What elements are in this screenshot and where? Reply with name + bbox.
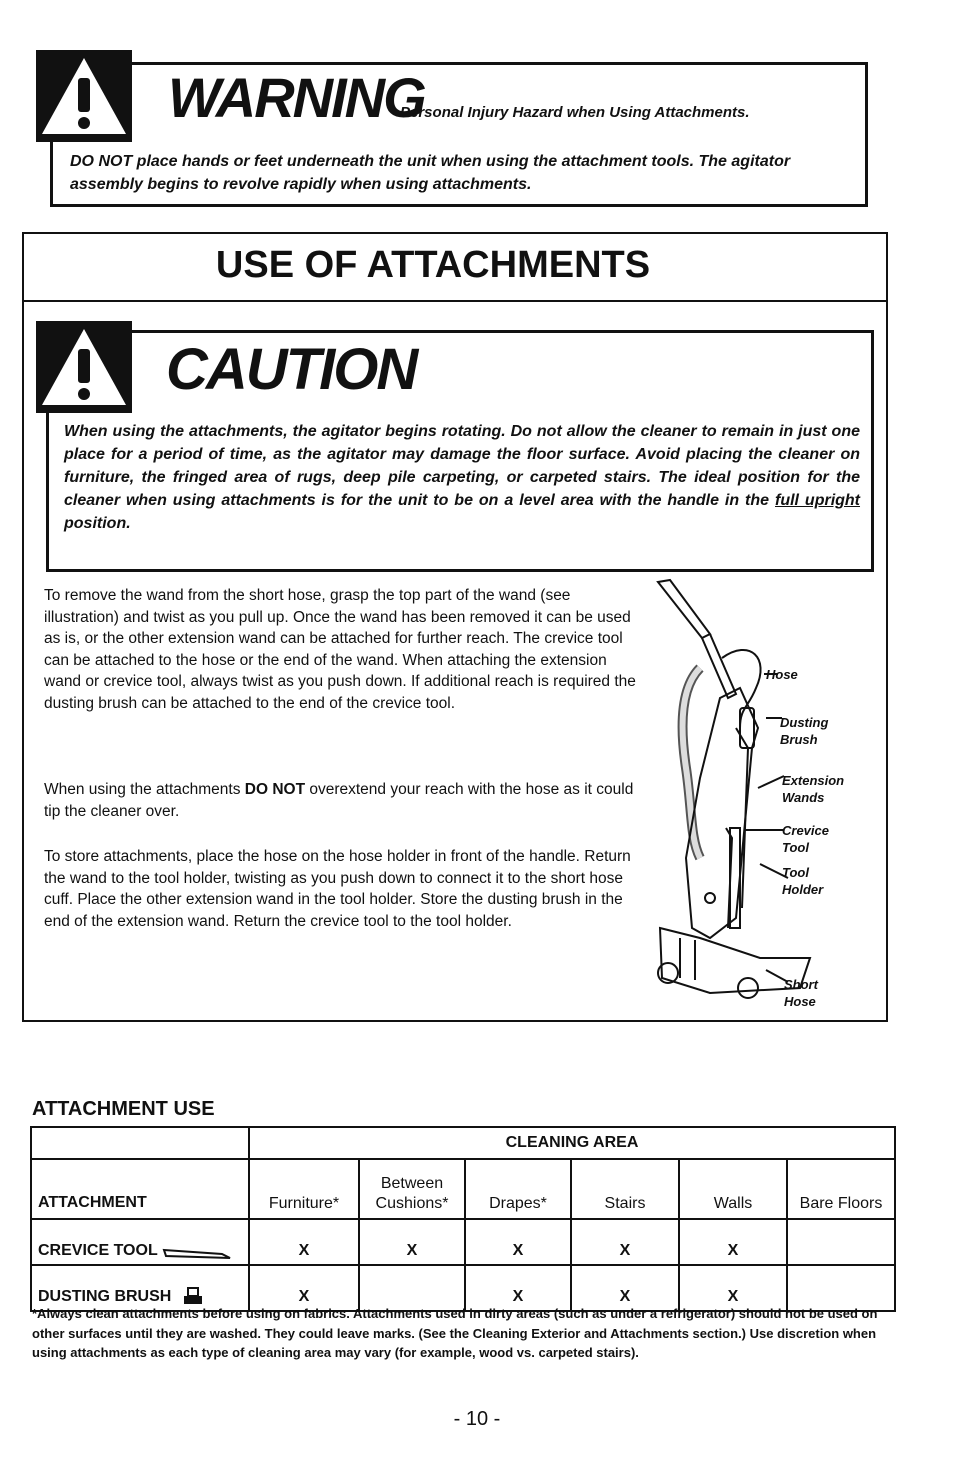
caution-icon-background — [36, 321, 132, 413]
callout-extension-wands: Extension Wands — [782, 773, 845, 805]
callout-dusting-brush: Dusting Brush — [780, 715, 829, 747]
dusting-brush-label: DUSTING BRUSH — [38, 1288, 172, 1305]
warning-text: DO NOT place hands or feet underneath the unit when using the attachment tools. The agitator assembly begins to revolve rapidly when using attachments. — [70, 153, 791, 193]
p2-post: overextend your reach with the hose as it could tip the cleaner over. — [44, 781, 634, 820]
caution-title: CAUTION — [166, 337, 417, 402]
table-cell: X — [571, 1219, 679, 1265]
section-title: USE OF ATTACHMENTS — [215, 244, 651, 286]
table-cell: X — [359, 1219, 465, 1265]
callout-short-hose: Short Hose — [784, 977, 818, 1009]
warning-triangle-icon — [36, 50, 132, 142]
vacuum-illustration — [640, 578, 880, 1018]
table-footnote: *Always clean attachments before using on fabrics. Attachments used in dirty areas (such as under a refrigerator) should not be used on other surfaces until they are washed. They could leave marks. (See the Cleaning Exterior and Attachments section.) Use discretion when using attachments as each type of cleaning area may vary (for example, wood vs. carpeted stairs). — [32, 1306, 878, 1360]
warning-subtitle: Personal Injury Hazard when Using Attachments. — [400, 104, 750, 121]
table-cell: X — [465, 1265, 571, 1311]
table-cell: X — [571, 1265, 679, 1311]
table-cell — [787, 1219, 895, 1265]
callout-tool-holder: Tool Holder — [782, 865, 824, 897]
table-cell: X — [679, 1219, 787, 1265]
dusting-brush-icon — [182, 1286, 204, 1306]
callout-hose: Hose — [766, 667, 798, 682]
paragraph-remove-wand: To remove the wand from the short hose, grasp the top part of the wand (see illustration) and twist as you pull up. Once the wand has been removed it can be used as is, or the other extension wand can be attached for further reach. The crevice tool can be attached to the hose or the end of the wand. When attaching the extension wand or crevice tool, always twist as you push down. If additional reach is required the dusting brush can be attached to the end of the crevice tool. — [44, 587, 636, 712]
caution-text-end: position. — [64, 515, 131, 532]
warning-title: WARNING — [168, 66, 425, 129]
attachment-header: ATTACHMENT — [31, 1159, 249, 1219]
warning-icon-background — [36, 50, 132, 142]
paragraph-store: To store attachments, place the hose on the hose holder in front of the handle. Return the wand to the tool holder, twisting as you push down to connect it to the short hose cuff. Place the other extension wand in the tool holder. Store the dusting brush in the end of the extension wand. Return the crevice tool to the tool holder. — [44, 848, 631, 930]
table-cell: X — [679, 1265, 787, 1311]
table-cell: X — [249, 1219, 359, 1265]
p2-bold: DO NOT — [244, 781, 306, 798]
caution-text-main: When using the attachments, the agitator begins rotating. Do not allow the cleaner to remain in just one place for a period of time, as the agitator may damage the floor surface. Avoid placing the cleaner on furniture, the fringed area of rugs, deep pile carpeting, or carpeted stairs. The ideal position for the cleaner when using attachments is for the unit to be on a level area with the handle in the — [64, 423, 860, 509]
attachment-use-heading: ATTACHMENT USE — [32, 1098, 215, 1120]
section-divider — [22, 300, 888, 302]
table-cell: X — [465, 1219, 571, 1265]
caution-triangle-icon — [36, 321, 132, 413]
page-number: - 10 - — [453, 1408, 501, 1430]
column-header: Furniture* — [249, 1159, 359, 1219]
column-header: Bare Floors — [787, 1159, 895, 1219]
p2-pre: When using the attachments — [44, 781, 245, 798]
cleaning-area-header: CLEANING AREA — [249, 1127, 895, 1159]
column-header: Drapes* — [465, 1159, 571, 1219]
crevice-tool-icon — [162, 1244, 232, 1260]
column-header: Stairs — [571, 1159, 679, 1219]
callout-crevice-tool: Crevice Tool — [782, 823, 829, 855]
column-header: Between Cushions* — [359, 1159, 465, 1219]
table-cell: X — [249, 1265, 359, 1311]
paragraph-overextend — [44, 779, 644, 822]
crevice-tool-label: CREVICE TOOL — [38, 1242, 158, 1259]
column-header: Walls — [679, 1159, 787, 1219]
attachment-use-table — [30, 1126, 896, 1312]
caution-text-underlined: full upright — [775, 492, 861, 509]
caution-text — [64, 420, 860, 535]
table-row — [31, 1219, 895, 1265]
table-corner-cell — [31, 1127, 249, 1159]
row-label-crevice-tool — [31, 1219, 249, 1265]
